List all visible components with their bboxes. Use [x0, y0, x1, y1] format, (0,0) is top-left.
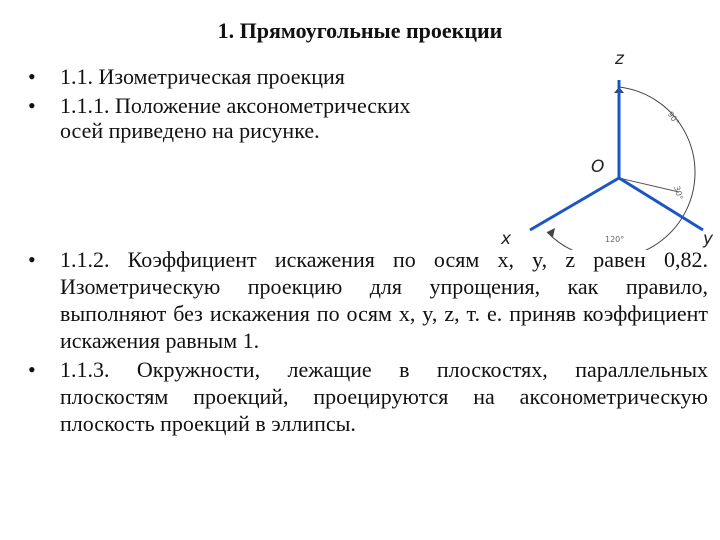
list-item-text: 1.1.1. Положение аксонометрических осей приведено на рисунке. — [60, 93, 411, 143]
axis-z-label: z — [615, 49, 624, 69]
bullet-icon: • — [28, 93, 36, 118]
slide-title: 1. Прямоугольные проекции — [217, 18, 503, 43]
bullet-icon: • — [28, 357, 36, 382]
list-item-text: 1.1.3. Окружности, лежащие в плоскостях, параллельных плоскостям проекций, проецируются на аксонометрическую плоскость проекций в эллипсы. — [60, 357, 708, 436]
axis-y-label: y — [703, 229, 714, 249]
axis-x-label: x — [501, 229, 512, 249]
list-item — [28, 356, 708, 437]
list-item-text: 1.1. Изометрическая проекция — [60, 64, 345, 89]
origin-label: O — [591, 157, 605, 177]
bullet-list-top — [28, 64, 428, 143]
list-item-text: 1.1.2. Коэффициент искажения по осям x, y, z равен 0,82. Изометрическую проекцию для упрощения, как правило, выполняют без искажения по осям x, y, z, т. е. приняв коэффициент искажения равным 1. — [60, 247, 708, 353]
axis-x — [530, 178, 619, 230]
list-item — [28, 246, 708, 354]
bullet-list-bottom — [28, 246, 708, 437]
list-item — [28, 93, 428, 143]
list-item — [28, 64, 428, 89]
angle-label-bottom: 120° — [605, 235, 625, 244]
axis-y — [619, 178, 703, 230]
angle-label-right: 30° — [672, 184, 685, 201]
angle-label-top: 90° — [665, 109, 681, 127]
bullet-icon: • — [28, 247, 36, 272]
bullet-icon: • — [28, 64, 36, 89]
isometric-axes-diagram — [495, 40, 720, 250]
